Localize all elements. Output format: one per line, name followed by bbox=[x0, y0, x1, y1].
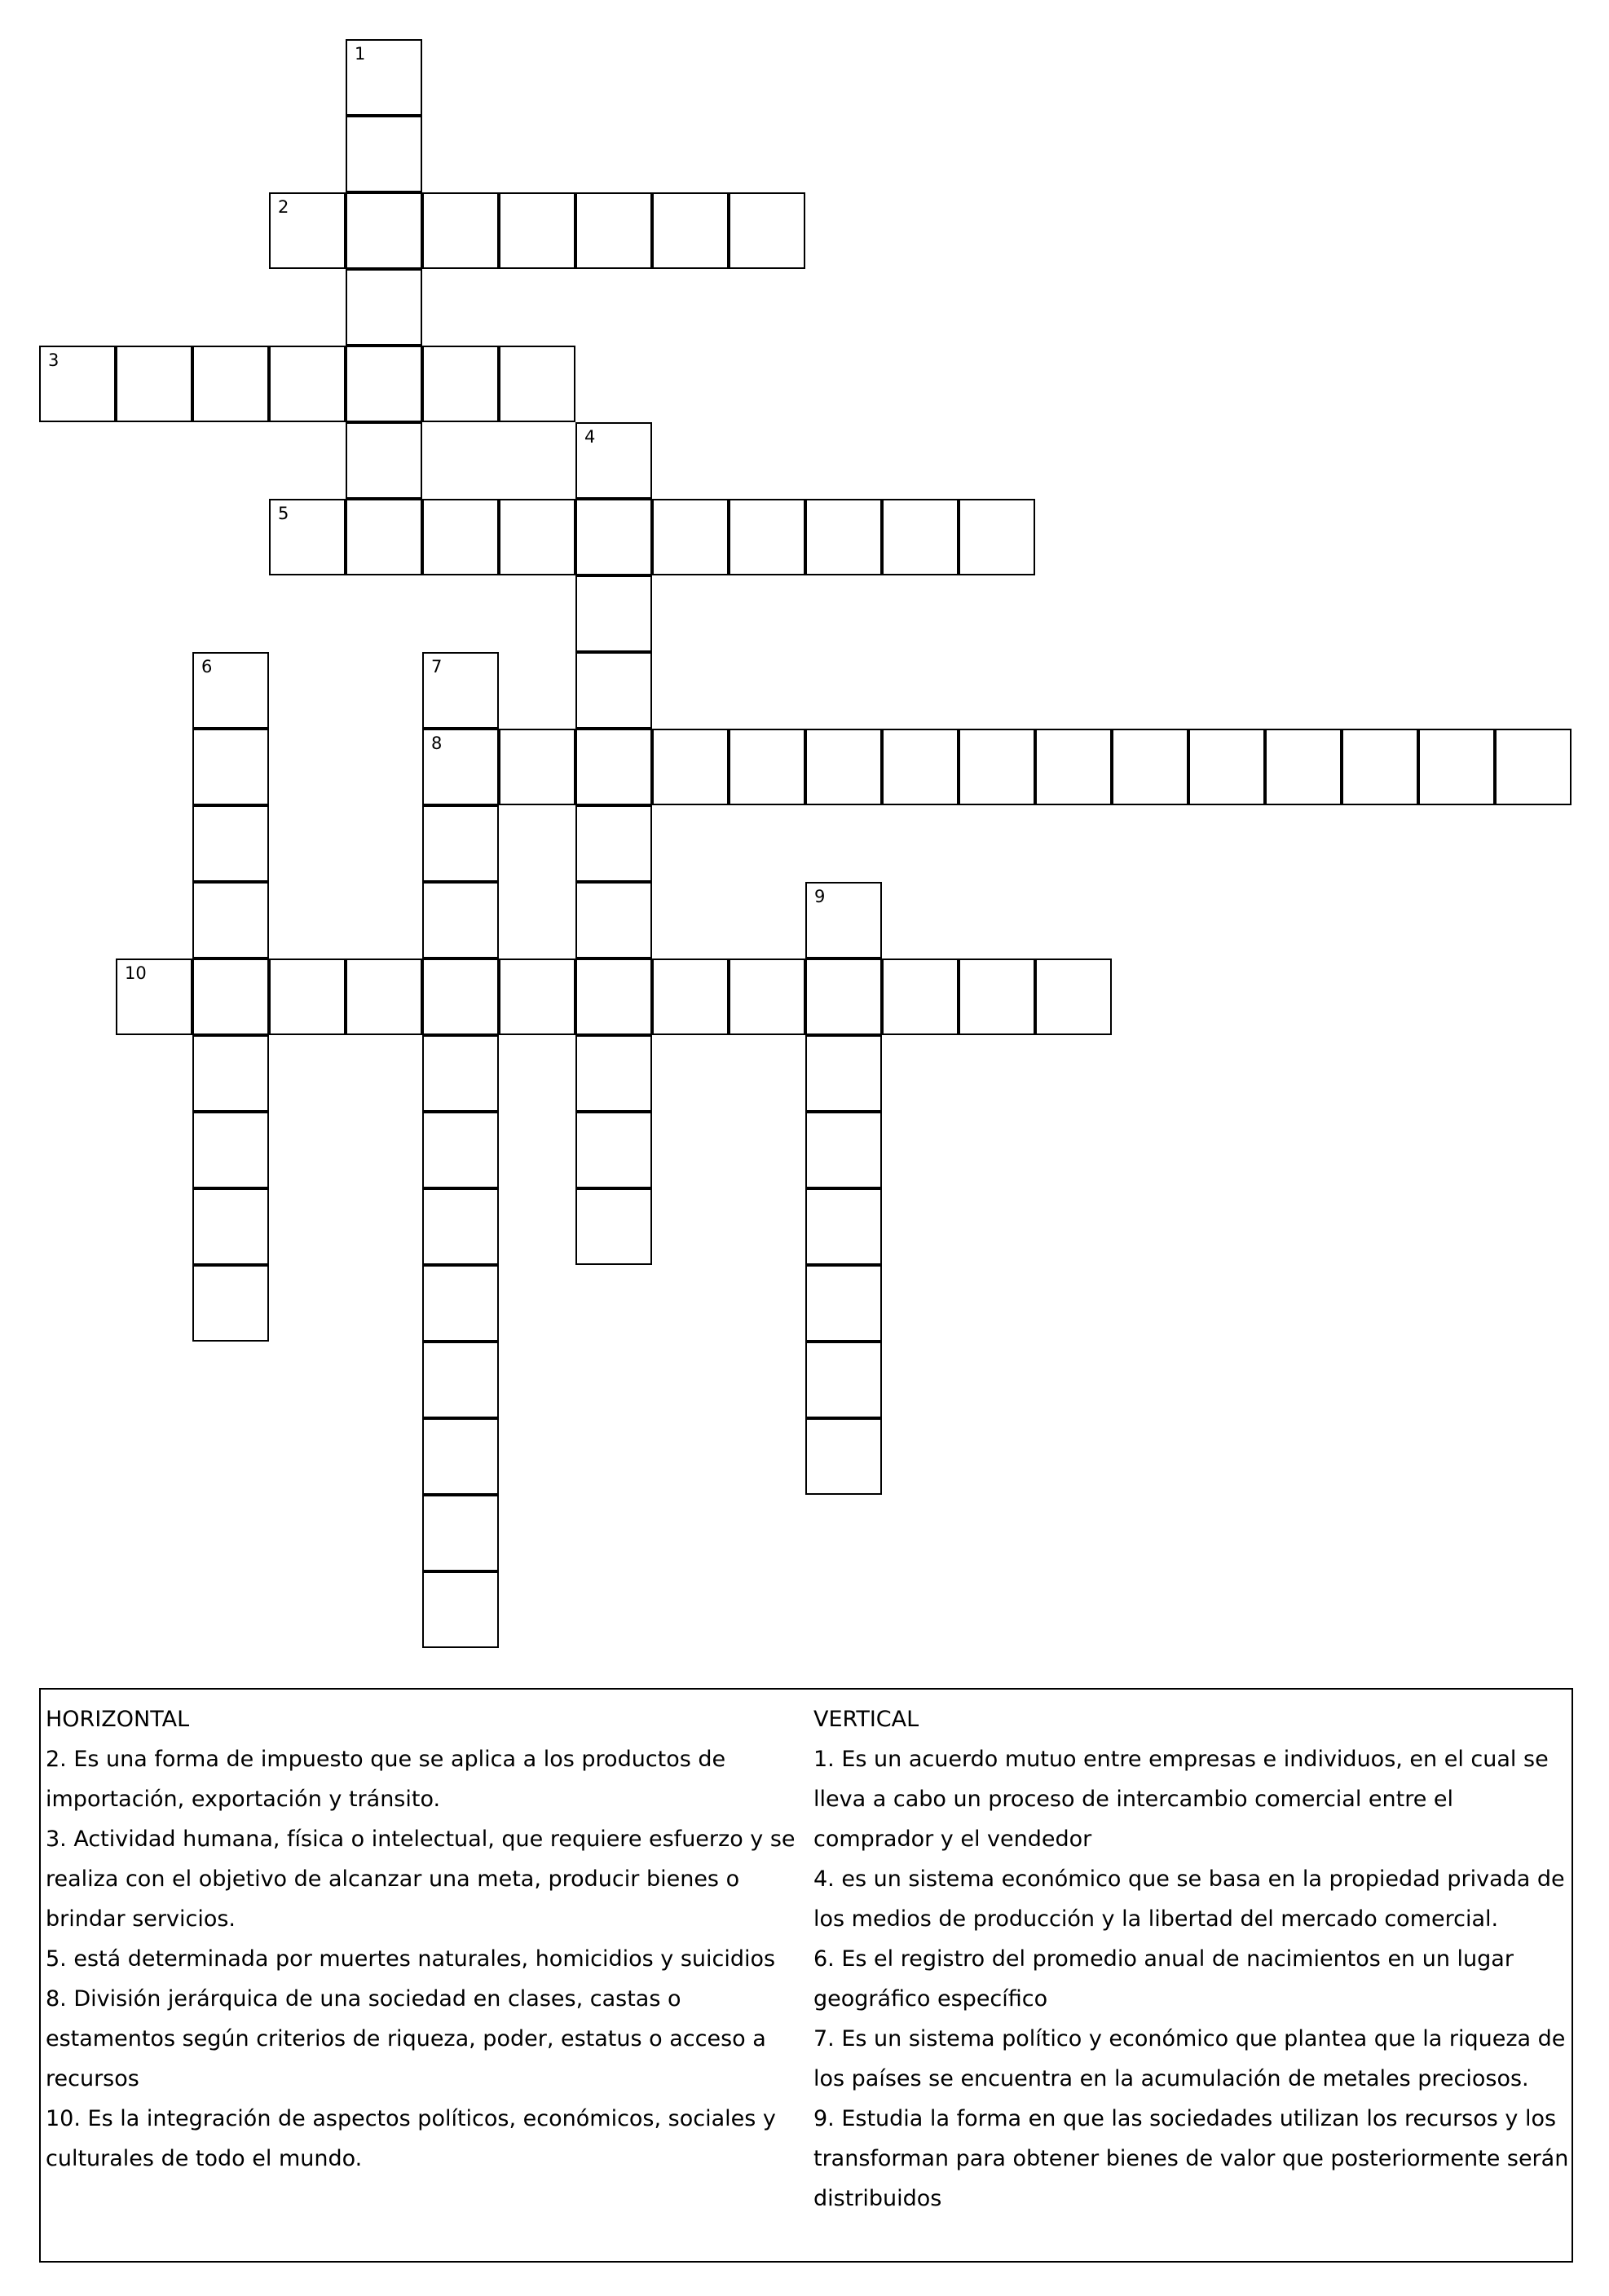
crossword-cell[interactable] bbox=[575, 499, 652, 575]
clue-vertical-9: 9. Estudia la forma en que las sociedades utilizan los recursos y los transforman para obtener bienes de valor que posteriormente serán distribuidos bbox=[813, 2106, 1569, 2211]
crossword-cell[interactable] bbox=[192, 729, 269, 805]
crossword-cell[interactable] bbox=[39, 346, 116, 422]
crossword-cell[interactable] bbox=[422, 499, 499, 575]
crossword-cell[interactable] bbox=[652, 959, 729, 1035]
crossword-cell[interactable] bbox=[652, 192, 729, 269]
crossword-cell[interactable] bbox=[959, 499, 1035, 575]
crossword-cell[interactable] bbox=[1265, 729, 1342, 805]
crossword-cell[interactable] bbox=[346, 346, 422, 422]
crossword-cell[interactable] bbox=[575, 1112, 652, 1188]
clue-number: 4 bbox=[584, 427, 596, 447]
crossword-cell[interactable] bbox=[575, 729, 652, 805]
crossword-cell[interactable] bbox=[192, 1188, 269, 1265]
clue-horizontal-3: 3. Actividad humana, física o intelectual, que requiere esfuerzo y se realiza con el objetivo de alcanzar una meta, producir bienes o brindar servicios. bbox=[46, 1827, 796, 1932]
clue-vertical-4: 4. es un sistema económico que se basa en la propiedad privada de los medios de producción y la libertad del mercado comercial. bbox=[813, 1866, 1565, 1932]
crossword-cell[interactable] bbox=[422, 882, 499, 959]
crossword-cell[interactable] bbox=[805, 882, 882, 959]
crossword-cell[interactable] bbox=[575, 805, 652, 882]
clue-horizontal-2: 2. Es una forma de impuesto que se aplica a los productos de importación, exportación y tránsito. bbox=[46, 1747, 726, 1812]
crossword-cell[interactable] bbox=[1035, 959, 1112, 1035]
crossword-cell[interactable] bbox=[192, 959, 269, 1035]
crossword-cell[interactable] bbox=[422, 1035, 499, 1112]
clue-number: 9 bbox=[814, 887, 826, 906]
crossword-cell[interactable] bbox=[652, 729, 729, 805]
crossword-cell[interactable] bbox=[192, 805, 269, 882]
crossword-cell[interactable] bbox=[346, 422, 422, 499]
clue-horizontal-8: 8. División jerárquica de una sociedad en clases, castas o estamentos según criterios de riqueza, poder, estatus o acceso a recursos bbox=[46, 1986, 766, 2091]
crossword-cell[interactable] bbox=[805, 1342, 882, 1418]
clues-panel bbox=[39, 1688, 1573, 2263]
crossword-cell[interactable] bbox=[269, 499, 346, 575]
crossword-cell[interactable] bbox=[346, 192, 422, 269]
crossword-cell[interactable] bbox=[882, 729, 959, 805]
crossword-cell[interactable] bbox=[729, 192, 805, 269]
crossword-cell[interactable] bbox=[422, 729, 499, 805]
crossword-cell[interactable] bbox=[422, 346, 499, 422]
clue-number: 1 bbox=[355, 44, 366, 64]
horizontal-clues bbox=[46, 1699, 804, 2179]
crossword-cell[interactable] bbox=[346, 269, 422, 346]
crossword-cell[interactable] bbox=[422, 805, 499, 882]
clue-number: 2 bbox=[278, 197, 289, 217]
crossword-cell[interactable] bbox=[729, 499, 805, 575]
crossword-cell[interactable] bbox=[575, 652, 652, 729]
crossword-cell[interactable] bbox=[805, 1112, 882, 1188]
crossword-cell[interactable] bbox=[116, 346, 192, 422]
crossword-cell[interactable] bbox=[499, 959, 575, 1035]
crossword-cell[interactable] bbox=[805, 1188, 882, 1265]
crossword-cell[interactable] bbox=[499, 729, 575, 805]
crossword-cell[interactable] bbox=[805, 959, 882, 1035]
vertical-clues bbox=[813, 1699, 1572, 2219]
clue-number: 7 bbox=[431, 657, 443, 676]
crossword-cell[interactable] bbox=[422, 652, 499, 729]
horizontal-heading: HORIZONTAL bbox=[46, 1707, 190, 1732]
crossword-cell[interactable] bbox=[1495, 729, 1572, 805]
crossword-cell[interactable] bbox=[346, 116, 422, 192]
clue-vertical-6: 6. Es el registro del promedio anual de nacimientos en un lugar geográfico específico bbox=[813, 1946, 1514, 2012]
crossword-cell[interactable] bbox=[1188, 729, 1265, 805]
crossword-cell[interactable] bbox=[422, 192, 499, 269]
crossword-cell[interactable] bbox=[192, 1265, 269, 1342]
crossword-cell[interactable] bbox=[805, 1035, 882, 1112]
crossword-cell[interactable] bbox=[959, 729, 1035, 805]
crossword-cell[interactable] bbox=[805, 1418, 882, 1495]
clue-number: 10 bbox=[125, 963, 147, 983]
crossword-cell[interactable] bbox=[575, 1035, 652, 1112]
clue-horizontal-10: 10. Es la integración de aspectos políticos, económicos, sociales y culturales de todo el mundo. bbox=[46, 2106, 776, 2171]
crossword-cell[interactable] bbox=[575, 422, 652, 499]
crossword-cell[interactable] bbox=[1035, 729, 1112, 805]
crossword-cell[interactable] bbox=[575, 192, 652, 269]
clue-vertical-7: 7. Es un sistema político y económico que plantea que la riqueza de los países se encuentra en la acumulación de metales preciosos. bbox=[813, 2026, 1566, 2091]
crossword-cell[interactable] bbox=[805, 729, 882, 805]
crossword-cell[interactable] bbox=[652, 499, 729, 575]
crossword-cell[interactable] bbox=[192, 652, 269, 729]
crossword-cell[interactable] bbox=[882, 499, 959, 575]
crossword-cell[interactable] bbox=[575, 882, 652, 959]
crossword-cell[interactable] bbox=[422, 1495, 499, 1571]
clue-number: 5 bbox=[278, 504, 289, 523]
crossword-cell[interactable] bbox=[116, 959, 192, 1035]
crossword-cell[interactable] bbox=[805, 1265, 882, 1342]
clue-number: 6 bbox=[201, 657, 213, 676]
crossword-cell[interactable] bbox=[422, 1342, 499, 1418]
crossword-cell[interactable] bbox=[499, 346, 575, 422]
crossword-cell[interactable] bbox=[422, 1418, 499, 1495]
crossword-cell[interactable] bbox=[499, 499, 575, 575]
crossword-cell[interactable] bbox=[959, 959, 1035, 1035]
crossword-cell[interactable] bbox=[1342, 729, 1418, 805]
vertical-heading: VERTICAL bbox=[813, 1707, 919, 1732]
crossword-cell[interactable] bbox=[1112, 729, 1188, 805]
crossword-cell[interactable] bbox=[422, 1571, 499, 1648]
crossword-cell[interactable] bbox=[575, 1188, 652, 1265]
crossword-cell[interactable] bbox=[422, 959, 499, 1035]
crossword-cell[interactable] bbox=[729, 959, 805, 1035]
crossword-cell[interactable] bbox=[346, 39, 422, 116]
crossword-cell[interactable] bbox=[882, 959, 959, 1035]
clue-horizontal-5: 5. está determinada por muertes naturales, homicidios y suicidios bbox=[46, 1946, 776, 1972]
crossword-cell[interactable] bbox=[1418, 729, 1495, 805]
clue-number: 3 bbox=[48, 350, 60, 370]
crossword-cell[interactable] bbox=[192, 346, 269, 422]
crossword-cell[interactable] bbox=[575, 575, 652, 652]
crossword-cell[interactable] bbox=[422, 1265, 499, 1342]
clue-number: 8 bbox=[431, 734, 443, 753]
crossword-cell[interactable] bbox=[422, 1112, 499, 1188]
crossword-cell[interactable] bbox=[269, 192, 346, 269]
crossword-cell[interactable] bbox=[192, 1112, 269, 1188]
crossword-cell[interactable] bbox=[192, 1035, 269, 1112]
crossword-cell[interactable] bbox=[805, 499, 882, 575]
crossword-cell[interactable] bbox=[346, 499, 422, 575]
crossword-cell[interactable] bbox=[269, 346, 346, 422]
crossword-cell[interactable] bbox=[499, 192, 575, 269]
clue-vertical-1: 1. Es un acuerdo mutuo entre empresas e individuos, en el cual se lleva a cabo un proceso de intercambio comercial entre el comprador y el vendedor bbox=[813, 1747, 1549, 1852]
crossword-cell[interactable] bbox=[422, 1188, 499, 1265]
crossword-cell[interactable] bbox=[729, 729, 805, 805]
crossword-cell[interactable] bbox=[346, 959, 422, 1035]
crossword-cell[interactable] bbox=[575, 959, 652, 1035]
crossword-cell[interactable] bbox=[269, 959, 346, 1035]
crossword-cell[interactable] bbox=[192, 882, 269, 959]
